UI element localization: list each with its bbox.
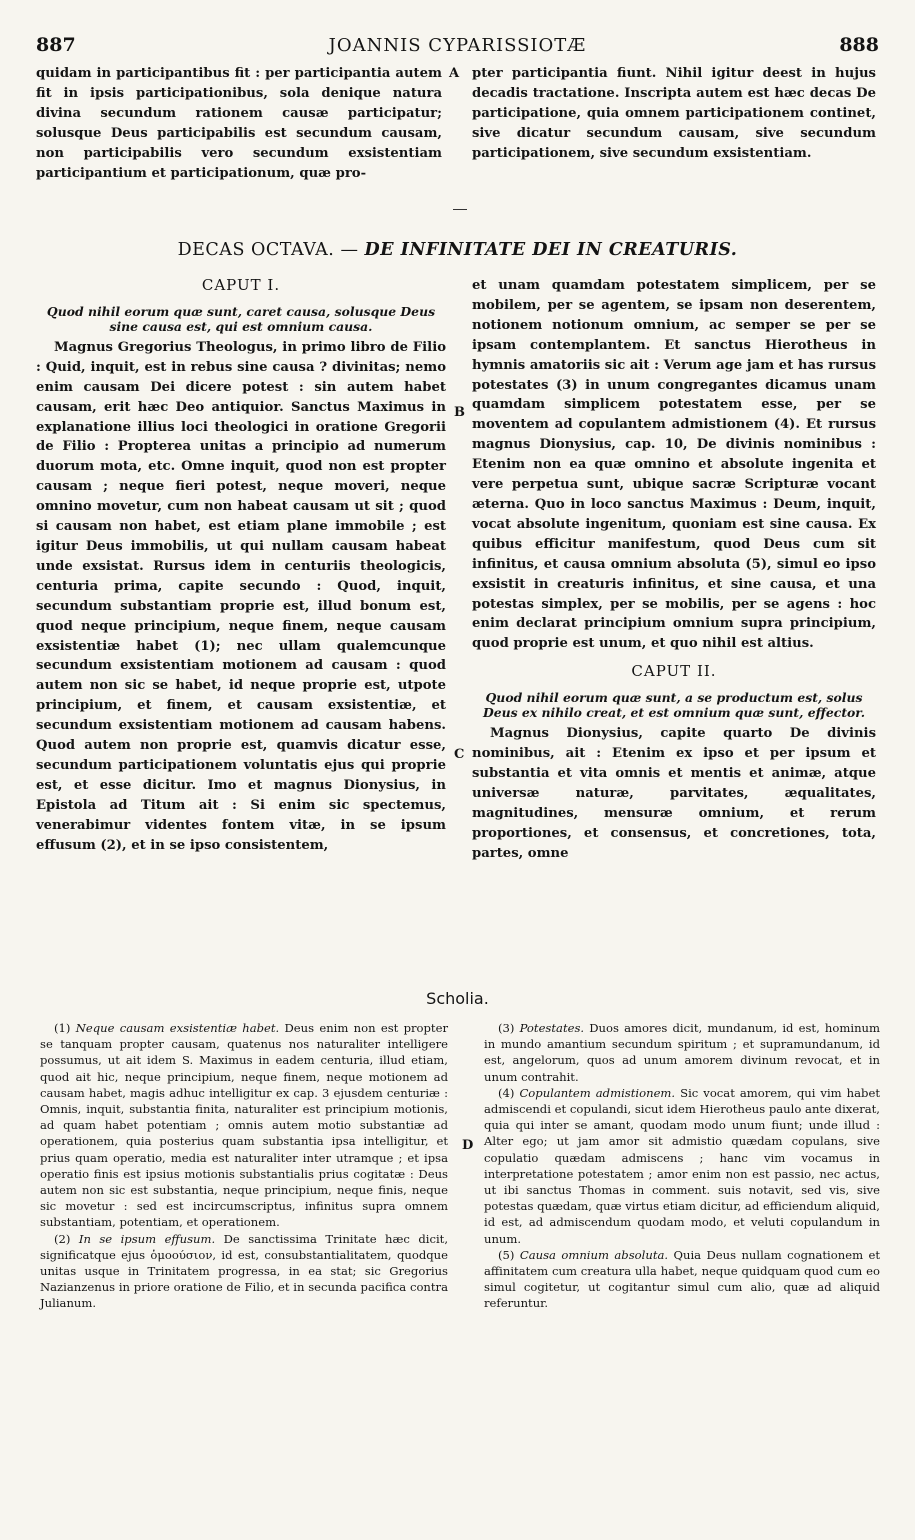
section-separator — [453, 209, 467, 210]
caput-2-lemma: Quod nihil eorum quæ sunt, a se productum est, solus Deus ex nihilo creat, et est omnium quæ sunt, effector. — [482, 690, 866, 721]
body-right-column — [472, 276, 876, 863]
scholion-1-lemma: Neque causam exsistentiæ habet. — [75, 1021, 280, 1035]
scholion-2 — [40, 1231, 448, 1312]
margin-mark-b: B — [454, 405, 465, 420]
top-right-text: pter participantia fiunt. Nihil igitur deest in hujus decadis tractatione. Inscripta autem est hæc decas De participatione, quia omnem participationem continet, sive dicatur secundum causam, sive secundum participationem, sive secundum exsistentiam. — [472, 66, 876, 161]
scholia-title: Scholia. — [426, 989, 489, 1008]
running-title: JOANNIS CYPARISSIOTÆ — [328, 35, 587, 56]
caput-2-text: Magnus Dionysius, capite quarto De divinis nominibus, ait : Etenim ex ipso et per ipsum et substantia et vita omnis et mentis et animæ, atque universæ naturæ, parvitates, æqualitates, magnitudines, mensuræ omnium, et rerum proportiones, et consensus, et concretiones, tota, partes, omne — [472, 726, 876, 861]
top-left-column — [36, 64, 442, 183]
top-right-column — [472, 64, 876, 164]
scholion-2-number: (2) — [54, 1231, 71, 1246]
scholion-4-number: (4) — [498, 1085, 515, 1100]
page-header — [36, 34, 879, 58]
scholion-5-number: (5) — [498, 1247, 515, 1262]
caput-1-text-right: et unam quamdam potestatem simplicem, per se mobilem, per se agentem, se ipsam non deserentem, notionem notionum omnium, ac semper se per se ipsam contemplantem. Et sanctus Hierotheus in hymnis amatoriis sic ait : Verum age jam et has rursus potestates (3) in unum congregantes dicamus unam quamdam simplicem potestatem esse, per se moventem ad copulantem admistionem (4). Et rursus magnus Dionysius, cap. 10, De divinis nominibus : Etenim non ea quæ omnino et absolute ingenita et vere perpetua sunt, ubique sacræ Scripturæ vocant æterna. Quo in loco sanctus Maximus : Deum, inquit, vocat absolute ingenitum, quoniam est sine causa. Ex quibus efficitur manifestum, quod Deus cum sit infinitus, et causa omnium absoluta (5), simul eo ipso exsistit in creaturis infinitus, et sine causa, et una potestas simplex, per se mobilis, per se agens : hoc enim declarat principium omnium supra principium, quod proprie est unum, et quo nihil est altius. — [472, 278, 876, 652]
scholion-2-text: De sanctissima Trinitate hæc dicit, significatque ejus ὁμοούσιον, id est, consubstantialitatem, quodque unitas usque in Trinitatem progressa, in ea stat; sic Gregorius Nazianzenus in priore oratione de Filio, et in secunda pacifica contra Julianum. — [40, 1231, 449, 1311]
caput-2-heading: CAPUT II. — [631, 662, 717, 681]
scholion-1 — [40, 1020, 448, 1231]
decas-heading — [30, 240, 885, 260]
scholion-4-lemma: Copulantem admistionem. — [519, 1085, 676, 1100]
column-number-left: 887 — [36, 34, 76, 56]
scholia-left-column — [40, 1020, 448, 1312]
scholia-right-column — [484, 1020, 880, 1312]
scholion-2-lemma: In se ipsum effusum. — [78, 1231, 216, 1246]
margin-mark-a: A — [449, 66, 460, 81]
scholion-4-text: Sic vocat amorem, qui vim habet admiscendi et copulandi, sicut idem Hierotheus paulo ante dixerat, quia qui inter se amant, quodam modo unum fiunt; unde illud : Alter ego; ut jam amor sit admistio quædam copulans, sive copulatio quædam admiscens ; hanc vim vocamus in interpretatione potestatem ; amor enim non est passio, nec actus, ut ibi sanctus Thomas in comment. suis notavit, sed vis, sive potestas quædam, quæ virtus etiam dicitur, ad efficiendum aliquid, id est, ad admiscendum quodam modo, et veluti copulandum in unum. — [484, 1085, 880, 1246]
scholion-5-text: Quia Deus nullam cognationem et affinitatem cum creatura ulla habet, neque quidquam quod cum eo simul cogitetur, ut cogitantur simul cum alio, quæ ad aliquid referuntur. — [484, 1247, 880, 1311]
decas-title: DECAS OCTAVA. — [177, 240, 335, 260]
scholion-5-lemma: Causa omnium absoluta. — [519, 1247, 669, 1262]
scholion-1-number: (1) — [54, 1021, 71, 1035]
scholion-3-number: (3) — [498, 1021, 515, 1035]
scholion-3 — [484, 1020, 880, 1085]
margin-mark-d: D — [462, 1138, 474, 1153]
scholion-1-text: Deus enim non est propter se tanquam propter causam, quatenus nos naturaliter intelligere possumus, ut ait idem S. Maximus in eadem centuria, illud etiam, quod ait hic, neque principium, neque finem, neque motionem ad causam habet, magis adhuc intelligitur ex cap. 3 ejusdem centuriæ : Omnis, inquit, substantia finita, naturaliter est principium motionis, ad quam habet potentiam ; omnis autem motio substantiæ ad operationem, quia posterius quam substantia ipsa intelligitur, et prius quam operatio, media est naturaliter inter utramque ; et ipsa operatio finis est ipsius motionis substantialis prius cogitatæ : Deus autem non sic est substantia, neque principium, neque finis, neque sic movetur : sed est incircumscriptus, infinitus supra omnem substantiam, potentiam, et operationem. — [40, 1021, 448, 1230]
scholion-5 — [484, 1247, 880, 1312]
scholion-3-lemma: Potestates. — [519, 1021, 585, 1035]
caput-1-lemma: Quod nihil eorum quæ sunt, caret causa, solusque Deus sine causa est, qui est omnium causa. — [46, 303, 436, 334]
caput-1-text-left: Magnus Gregorius Theologus, in primo libro de Filio : Quid, inquit, est in rebus sine causa ? divinitas; nemo enim causam Dei dicere potest : sin autem habet causam, erit hæc Deo antiquior. Sanctus Maximus in explanatione illius loci theologici in oratione Gregorii de Filio : Propterea unitas a principio ad numerum duorum mota, etc. Omne inquit, quod non est propter causam ; neque fieri potest, neque moveri, neque omnino movetur, cum non habeat causam ut sit ; quod si causam non habet, est etiam plane immobile ; est igitur Deus immobilis, ut qui nullam causam habeat unde exsistat. Rursus idem in centuriis theologicis, centuria prima, capite secundo : Quod, inquit, secundum substantiam proprie est, illud bonum est, quod neque principium, neque finem, neque causam exsistentiæ habet (1); nec ullam qualemcunque secundum exsistentiam motionem ad causam : quod autem non sic se habet, id neque proprie est, utpote principium, et finem, et causam exsistentiæ, et secundum exsistentiam motionem ad causam habens. Quod autem non proprie est, quamvis dicatur esse, secundum participationem voluntatis ejus qui proprie est, et esse dicitur. Imo et magnus Dionysius, in Epistola ad Titum ait : Si enim sic spectemus, venerabimur videntes fontem vitæ, in se ipsum effusum (2), et in se ipso consistentem, — [36, 339, 446, 853]
body-left-column — [36, 276, 446, 855]
top-left-text: quidam in participantibus fit : per participantia autem fit in ipsis participationibus, sola denique natura divina secundum rationem causæ participatur; solusque Deus participabilis est secundum causam, non participabilis vero secundum exsistentiam participantium et participationum, quæ pro- — [36, 66, 442, 181]
caput-1-heading: CAPUT I. — [201, 276, 281, 294]
column-number-right: 888 — [839, 34, 879, 56]
decas-dash: — — [340, 240, 359, 260]
decas-subtitle: DE INFINITATE DEI IN CREATURIS. — [364, 240, 738, 260]
scholion-4 — [484, 1085, 880, 1247]
margin-mark-c: C — [454, 747, 465, 762]
scholion-3-text: Duos amores dicit, mundanum, id est, hominum in mundo amantium secundum spiritum ; et supramundanum, id est, angelorum, quos ad unum amorem divinum revocat, et in unum contrahit. — [484, 1021, 881, 1084]
